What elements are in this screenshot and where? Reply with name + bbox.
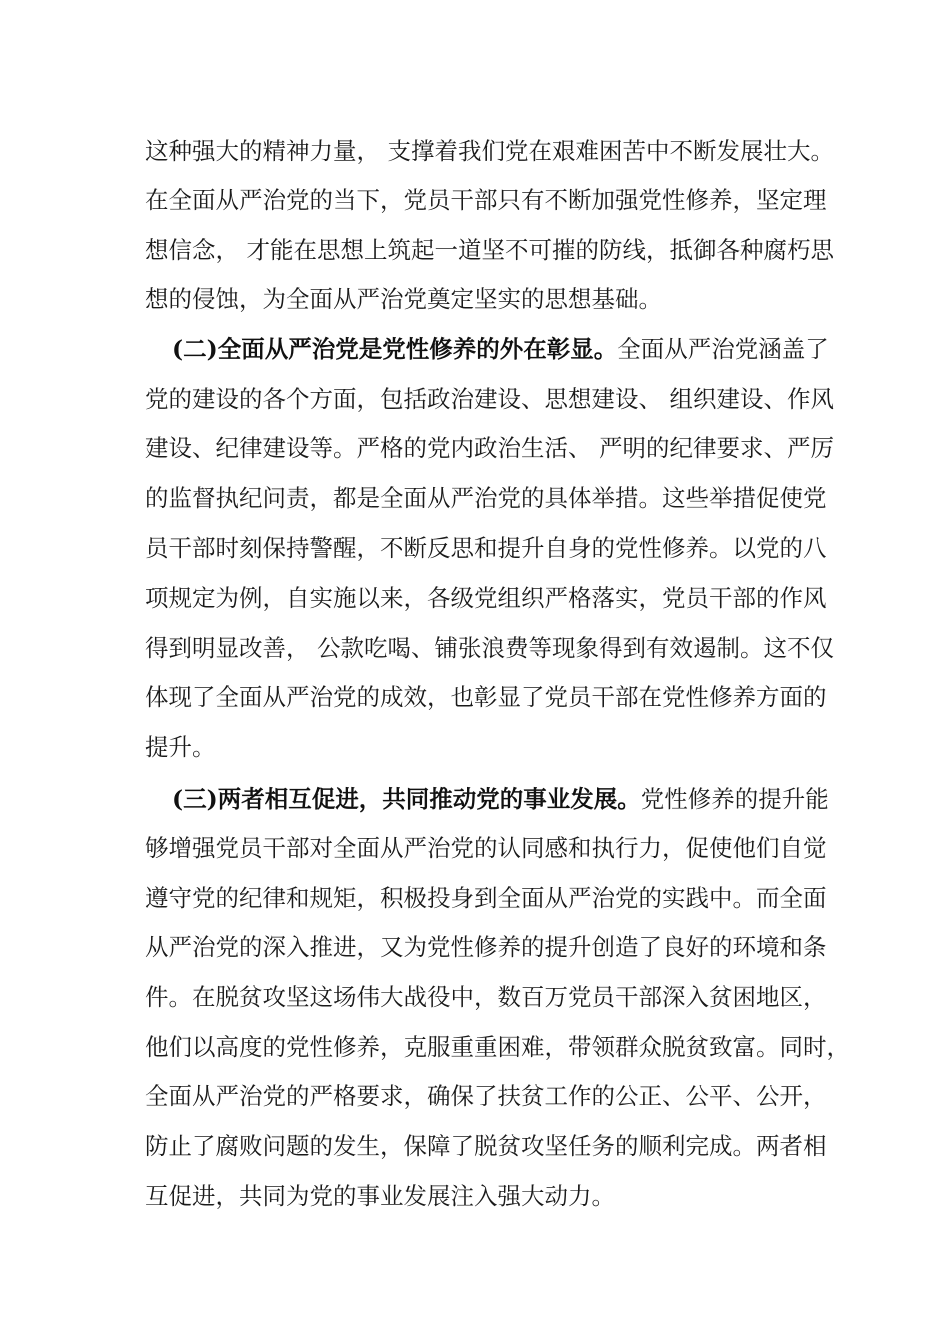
section-2-line: 的监督执纪问责，都是全面从严治党的具体举措。这些举措促使党 (145, 484, 827, 512)
section-2-line: 员干部时刻保持警醒，不断反思和提升自身的党性修养。以党的八 (145, 534, 827, 562)
section-2-line: 提升。 (145, 733, 216, 761)
paragraph-1-line-1: 这种强大的精神力量， 支撑着我们党在艰难困苦中不断发展壮大。 (145, 137, 834, 165)
section-3-line: 他们以高度的党性修养，克服重重困难，带领群众脱贫致富。同时， (145, 1033, 850, 1061)
section-3-line: 互促进，共同为党的事业发展注入强大动力。 (145, 1182, 615, 1210)
section-3-line: 防止了腐败问题的发生，保障了脱贫攻坚任务的顺利完成。两者相 (145, 1132, 827, 1160)
paragraph-1-line-2: 在全面从严治党的当下，党员干部只有不断加强党性修养，坚定理 (145, 186, 827, 214)
section-2-line: 建设、纪律建设等。严格的党内政治生活、 严明的纪律要求、严厉 (145, 434, 834, 462)
section-3-line: 从严治党的深入推进，又为党性修养的提升创造了良好的环境和条 (145, 933, 827, 961)
section-3-line: 够增强党员干部对全面从严治党的认同感和执行力，促使他们自觉 (145, 834, 827, 862)
paragraph-1-line-3: 想信念， 才能在思想上筑起一道坚不可摧的防线，抵御各种腐朽思 (145, 236, 834, 264)
section-3-first-line (172, 779, 829, 819)
section-2-heading: (二)全面从严治党是党性修养的外在彰显。 (172, 335, 618, 363)
section-2-first-line-text: 全面从严治党涵盖了 (617, 335, 829, 363)
section-3-line: 件。在脱贫攻坚这场伟大战役中，数百万党员干部深入贫困地区， (145, 983, 827, 1011)
section-2-line: 体现了全面从严治党的成效，也彰显了党员干部在党性修养方面的 (145, 683, 827, 711)
section-3-line: 遵守党的纪律和规矩，积极投身到全面从严治党的实践中。而全面 (145, 884, 827, 912)
section-2-line: 项规定为例，自实施以来，各级党组织严格落实，党员干部的作风 (145, 584, 827, 612)
section-3-heading: (三)两者相互促进，共同推动党的事业发展。 (172, 785, 641, 813)
section-2-line: 得到明显改善， 公款吃喝、铺张浪费等现象得到有效遏制。这不仅 (145, 634, 834, 662)
section-2-first-line (172, 329, 829, 369)
section-2-line: 党的建设的各个方面，包括政治建设、思想建设、 组织建设、作风 (145, 385, 834, 413)
section-3-first-line-text: 党性修养的提升能 (640, 785, 829, 813)
paragraph-1-line-4: 想的侵蚀，为全面从严治党奠定坚实的思想基础。 (145, 285, 662, 313)
section-3-line: 全面从严治党的严格要求，确保了扶贫工作的公正、公平、公开， (145, 1082, 827, 1110)
